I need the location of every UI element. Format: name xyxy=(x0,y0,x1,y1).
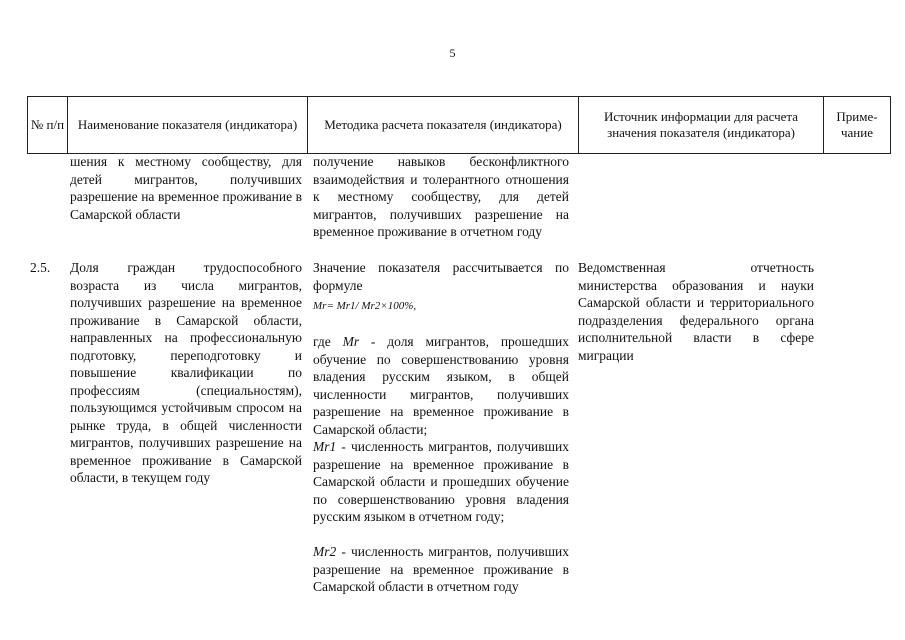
definition-mr xyxy=(313,333,569,438)
def-mr2-text: - численность мигрантов, получивших разрешение на временное проживание в Самарской области в отчетном году xyxy=(313,544,570,594)
method-intro: Значение показателя рассчитывается по формуле xyxy=(313,260,569,293)
cont-name-cell: шения к местному сообществу, для детей мигрантов, получивших разрешение на временное проживание в Самарской области xyxy=(70,154,302,222)
header-source: Источник информации для расчета значения показателя (индикатора) xyxy=(579,97,824,154)
header-name: Наименование показателя (индикатора) xyxy=(68,97,308,154)
symbol-mr2: Mr2 xyxy=(313,544,337,559)
symbol-mr: Mr xyxy=(342,334,360,349)
cont-method-cell: получение навыков бесконфликтного взаимодействия и толерантного отношения к местному сообществу, для детей мигрантов, получивших разрешение на временное проживание в отчетном году xyxy=(313,154,569,239)
symbol-mr1: Mr1 xyxy=(313,439,337,454)
definition-mr1 xyxy=(313,438,569,526)
header-num: № п/п xyxy=(28,97,68,154)
definition-mr2 xyxy=(313,543,569,596)
header-method: Методика расчета показателя (индикатора) xyxy=(308,97,579,154)
row-name-cell: Доля граждан трудоспособного возраста из числа мигрантов, получивших разрешение на временное проживание в Самарской области, направленных на профессиональную подготовку, переподготовку и повышение квалификации по профессиям (специальностям), пользующимся устойчивым спросом на рынке труда, в общей численности мигрантов, получивших разрешение на временное проживание в Самарской области, в текущем году xyxy=(70,260,302,485)
page-number: 5 xyxy=(449,46,456,60)
table-header xyxy=(27,96,891,154)
source-cell: Ведомственная отчетность министерства образования и науки Самарской области и территориального подразделения федерального органа исполнительной власти в сфере миграции xyxy=(578,260,814,363)
header-note: Приме-чание xyxy=(824,97,891,154)
def-mr1-text: - численность мигрантов, получивших разрешение на временное проживание в Самарской области и прошедших обучение по совершенствованию уровня владения русским языком в отчетном году; xyxy=(313,439,570,524)
row-number: 2.5. xyxy=(30,260,51,275)
def-mr-text: - доля мигрантов, прошедших обучение по совершенствованию уровня владения русским языком, в общей численности мигрантов, получивших разрешение на временное проживание в Самарской области; xyxy=(313,334,569,437)
formula: Mr= Mr1/ Mr2×100%, xyxy=(313,300,417,312)
def-prefix: где xyxy=(313,334,331,349)
